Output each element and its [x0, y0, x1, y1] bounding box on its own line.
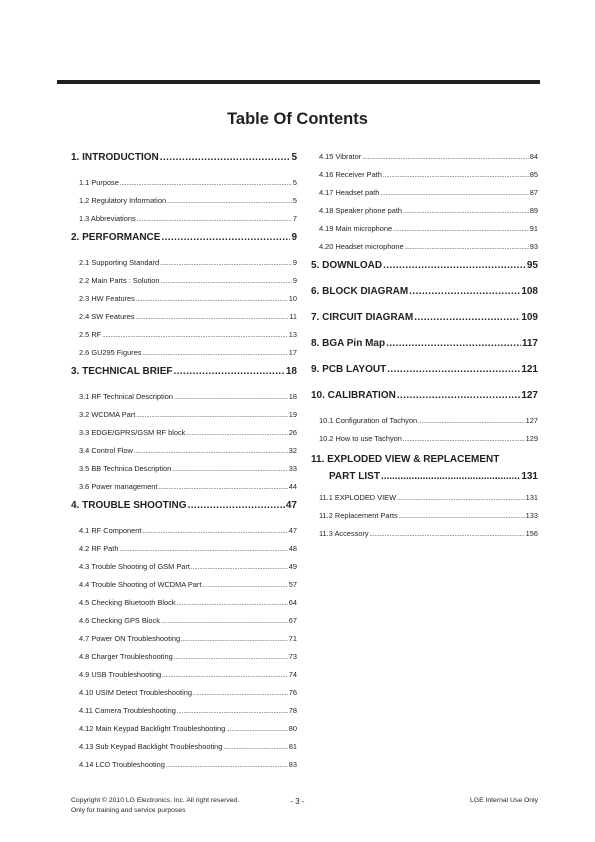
toc-leader-dots: [370, 529, 525, 536]
toc-page-number: 83: [288, 760, 297, 769]
toc-subsection-entry[interactable]: [71, 257, 297, 275]
toc-leader-dots: [193, 688, 288, 695]
toc-page-number: 84: [529, 152, 538, 161]
toc-page-number: 131: [525, 493, 538, 502]
toc-subsection-entry[interactable]: [71, 759, 297, 777]
toc-right-column: [311, 151, 538, 546]
toc-page-number: 5: [291, 152, 297, 163]
toc-subsection-entry[interactable]: [311, 151, 538, 169]
toc-entry-label: 4.5 Checking Bluetooth Block: [79, 598, 176, 607]
page-title: Table Of Contents: [227, 110, 368, 128]
toc-subsection-entry[interactable]: [71, 687, 297, 705]
toc-section-entry[interactable]: [311, 259, 538, 285]
toc-leader-dots: [137, 214, 292, 221]
toc-entry-label: 2.4 SW Features: [79, 312, 135, 321]
toc-leader-dots: [381, 468, 520, 479]
toc-entry-label: 11.1 EXPLODED VIEW: [319, 493, 397, 502]
toc-subsection-entry[interactable]: [71, 293, 297, 311]
toc-subsection-entry[interactable]: [71, 445, 297, 463]
toc-subsection-entry[interactable]: [71, 347, 297, 365]
toc-subsection-entry[interactable]: [311, 510, 538, 528]
toc-subsection-entry[interactable]: [71, 275, 297, 293]
toc-page-number: 129: [525, 434, 538, 443]
toc-leader-dots: [177, 598, 288, 605]
toc-subsection-entry[interactable]: [71, 651, 297, 669]
toc-subsection-entry[interactable]: [311, 492, 538, 510]
toc-page-number: 64: [288, 598, 297, 607]
toc-leader-dots: [397, 493, 525, 500]
toc-entry-label: 4.13 Sub Keypad Backlight Troubleshooting: [79, 742, 223, 751]
toc-page-number: 81: [288, 742, 297, 751]
toc-entry-label: 3.5 BB Technica Description: [79, 464, 172, 473]
toc-subsection-entry[interactable]: [71, 525, 297, 543]
toc-section-entry[interactable]: [311, 363, 538, 389]
toc-entry-label: 3.2 WCDMA Part: [79, 410, 136, 419]
toc-subsection-entry[interactable]: [311, 528, 538, 546]
toc-leader-dots: [142, 348, 287, 355]
toc-entry-label: 4.19 Main microphone: [319, 224, 393, 233]
toc-leader-dots: [181, 634, 288, 641]
toc-leader-dots: [380, 188, 528, 195]
toc-page-number: 10: [288, 294, 297, 303]
toc-leader-dots: [158, 482, 287, 489]
toc-leader-dots: [403, 434, 525, 441]
toc-subsection-entry[interactable]: [311, 415, 538, 433]
toc-leader-dots: [160, 258, 292, 265]
toc-subsection-entry[interactable]: [311, 187, 538, 205]
toc-subsection-entry[interactable]: [71, 409, 297, 427]
toc-leader-dots: [166, 760, 288, 767]
toc-entry-label: 2.1 Supporting Standard: [79, 258, 160, 267]
toc-left-column: [71, 151, 297, 777]
toc-page-number: 133: [525, 511, 538, 520]
top-rule: [57, 80, 540, 84]
toc-page-number: 80: [288, 724, 297, 733]
toc-entry-label: 4.18 Speaker phone path: [319, 206, 403, 215]
toc-entry-label: 4.17 Headset path: [319, 188, 380, 197]
toc-leader-dots: [161, 231, 290, 242]
toc-leader-dots: [135, 312, 288, 319]
toc-entry-label: 4. TROUBLE SHOOTING: [71, 500, 187, 511]
toc-page-number: 117: [521, 338, 538, 349]
toc-page-number: 156: [525, 529, 538, 538]
page-number: - 3 -: [290, 797, 305, 806]
toc-page-number: 33: [288, 464, 297, 473]
toc-page-number: 48: [288, 544, 297, 553]
toc-page-number: 44: [288, 482, 297, 491]
toc-entry-label: 4.1 RF Component: [79, 526, 142, 535]
toc-page-number: 7: [292, 214, 297, 223]
toc-leader-dots: [174, 365, 285, 376]
toc-leader-dots: [405, 242, 529, 249]
internal-use-label: LGE Internal Use Only: [470, 797, 538, 804]
toc-page-number: 67: [288, 616, 297, 625]
toc-leader-dots: [120, 178, 292, 185]
toc-page-number: 121: [521, 364, 538, 375]
training-text: Only for training and service purposes: [71, 807, 186, 814]
toc-section-label-cont: PART LIST: [329, 468, 380, 486]
toc-page-number: 73: [288, 652, 297, 661]
toc-entry-label: 1.3 Abbreviations: [79, 214, 136, 223]
toc-subsection-entry[interactable]: [311, 205, 538, 223]
toc-leader-dots: [161, 616, 288, 623]
toc-entry-label: 4.15 Vibrator: [319, 152, 362, 161]
toc-leader-dots: [223, 742, 287, 749]
toc-subsection-entry[interactable]: [71, 705, 297, 723]
toc-page-number: 18: [288, 392, 297, 401]
toc-entry-label: 2.3 HW Features: [79, 294, 135, 303]
toc-entry-label: 3.6 Power management: [79, 482, 158, 491]
toc-entry-label: 2.6 GU295 Figures: [79, 348, 142, 357]
toc-section-entry[interactable]: [311, 311, 538, 337]
toc-section-entry[interactable]: [71, 365, 297, 391]
toc-section-entry[interactable]: [311, 389, 538, 415]
toc-leader-dots: [167, 196, 292, 203]
toc-entry-label: 4.11 Camera Troubleshooting: [79, 706, 176, 715]
toc-section-label: 11. EXPLODED VIEW & REPLACEMENT: [311, 454, 500, 465]
toc-subsection-entry[interactable]: [311, 241, 538, 259]
toc-section-entry[interactable]: [311, 451, 538, 492]
toc-leader-dots: [191, 562, 288, 569]
toc-subsection-entry[interactable]: [71, 329, 297, 347]
toc-leader-dots: [362, 152, 529, 159]
toc-entry-label: 3.4 Control Flow: [79, 446, 133, 455]
toc-page-number: 9: [292, 276, 297, 285]
toc-entry-label: 4.12 Main Keypad Backlight Troubleshooting: [79, 724, 226, 733]
toc-leader-dots: [160, 151, 291, 162]
toc-subsection-entry[interactable]: [311, 223, 538, 241]
toc-entry-label: 4.14 LCD Troubleshooting: [79, 760, 165, 769]
toc-page-number: 78: [288, 706, 297, 715]
toc-leader-dots: [188, 499, 285, 510]
toc-entry-label: 4.4 Trouble Shooting of WCDMA Part: [79, 580, 202, 589]
toc-entry-label: 3. TECHNICAL BRIEF: [71, 366, 173, 377]
toc-entry-label: 10.2 How to use Tachyon: [319, 434, 402, 443]
toc-leader-dots: [387, 363, 520, 374]
toc-section-entry[interactable]: [71, 499, 297, 525]
toc-entry-label: 2. PERFORMANCE: [71, 232, 161, 243]
toc-leader-dots: [162, 670, 288, 677]
toc-page-number: 17: [288, 348, 297, 357]
toc-entry-label: 4.9 USB Troubleshooting: [79, 670, 162, 679]
toc-entry-label: 4.2 RF Path: [79, 544, 119, 553]
toc-page-number: 91: [529, 224, 538, 233]
toc-entry-label: 1. INTRODUCTION: [71, 152, 159, 163]
toc-leader-dots: [174, 392, 288, 399]
toc-leader-dots: [403, 206, 529, 213]
toc-subsection-entry[interactable]: [71, 463, 297, 481]
toc-leader-dots: [397, 389, 520, 400]
toc-entry-label: 8. BGA Pin Map: [311, 338, 386, 349]
toc-entry-label: 11.3 Accessory: [319, 529, 369, 538]
toc-section-entry[interactable]: [71, 231, 297, 257]
toc-page-number: 32: [288, 446, 297, 455]
toc-entry-label: 11.2 Replacement Parts: [319, 511, 398, 520]
toc-leader-dots: [136, 294, 288, 301]
toc-entry-label: 4.7 Power ON Troubleshooting: [79, 634, 181, 643]
toc-page-number: 95: [526, 260, 538, 271]
toc-entry-label: 2.5 RF: [79, 330, 102, 339]
toc-page-number: 131: [521, 468, 538, 486]
toc-page-number: 47: [285, 500, 297, 511]
toc-entry-label: 6. BLOCK DIAGRAM: [311, 286, 409, 297]
toc-subsection-entry[interactable]: [71, 597, 297, 615]
toc-subsection-entry[interactable]: [71, 195, 297, 213]
toc-entry-label: 3.1 RF Technical Description: [79, 392, 173, 401]
toc-subsection-entry[interactable]: [311, 169, 538, 187]
toc-entry-label: 1.1 Purpose: [79, 178, 119, 187]
toc-page-number: 5: [292, 196, 297, 205]
toc-entry-label: 4.3 Trouble Shooting of GSM Part: [79, 562, 190, 571]
toc-page-number: 71: [288, 634, 297, 643]
toc-subsection-entry[interactable]: [71, 391, 297, 409]
toc-page-number: 11: [289, 312, 297, 321]
toc-subsection-entry[interactable]: [311, 433, 538, 451]
toc-page-number: 13: [288, 330, 297, 339]
toc-leader-dots: [174, 652, 288, 659]
toc-page-number: 9: [291, 232, 297, 243]
toc-page-number: 127: [525, 416, 538, 425]
toc-entry-label: 1.2 Regulatory Information: [79, 196, 167, 205]
toc-subsection-entry[interactable]: [71, 579, 297, 597]
toc-leader-dots: [136, 410, 288, 417]
toc-leader-dots: [102, 330, 288, 337]
toc-page-number: 85: [529, 170, 538, 179]
toc-entry-label: 4.8 Charger Troubleshooting: [79, 652, 173, 661]
toc-page-number: 47: [288, 526, 297, 535]
toc-leader-dots: [119, 544, 287, 551]
toc-section-entry[interactable]: [311, 337, 538, 363]
toc-subsection-entry[interactable]: [71, 741, 297, 759]
toc-entry-label: 2.2 Main Parts : Solution: [79, 276, 160, 285]
toc-page-number: 19: [288, 410, 297, 419]
toc-page-number: 9: [292, 258, 297, 267]
toc-subsection-entry[interactable]: [71, 633, 297, 651]
toc-leader-dots: [134, 446, 288, 453]
toc-section-entry[interactable]: [71, 151, 297, 177]
toc-leader-dots: [399, 511, 525, 518]
toc-entry-label: 4.6 Checking GPS Block: [79, 616, 160, 625]
toc-page-number: 109: [521, 312, 538, 323]
toc-section-entry[interactable]: [311, 285, 538, 311]
toc-subsection-entry[interactable]: [71, 481, 297, 499]
toc-subsection-entry[interactable]: [71, 177, 297, 195]
toc-leader-dots: [177, 706, 288, 713]
toc-leader-dots: [393, 224, 529, 231]
toc-page-number: 127: [521, 390, 538, 401]
toc-subsection-entry[interactable]: [71, 427, 297, 445]
toc-leader-dots: [386, 337, 521, 348]
toc-page-number: 5: [292, 178, 297, 187]
toc-page-number: 87: [529, 188, 538, 197]
toc-subsection-entry[interactable]: [71, 561, 297, 579]
toc-entry-label: 10. CALIBRATION: [311, 390, 396, 401]
toc-page-number: 18: [285, 366, 297, 377]
toc-leader-dots: [186, 428, 287, 435]
toc-leader-dots: [226, 724, 288, 731]
toc-page-number: 57: [288, 580, 297, 589]
toc-leader-dots: [383, 170, 529, 177]
toc-page-number: 89: [529, 206, 538, 215]
toc-entry-label: 3.3 EDGE/GPRS/GSM RF block: [79, 428, 186, 437]
toc-leader-dots: [172, 464, 287, 471]
toc-subsection-entry[interactable]: [71, 311, 297, 329]
toc-page-number: 108: [521, 286, 538, 297]
toc-subsection-entry[interactable]: [71, 213, 297, 231]
toc-leader-dots: [161, 276, 292, 283]
toc-subsection-entry[interactable]: [71, 615, 297, 633]
toc-leader-dots: [383, 259, 526, 270]
toc-page-number: 93: [529, 242, 538, 251]
toc-entry-label: 4.16 Receiver Path: [319, 170, 382, 179]
toc-entry-label: 10.1 Configuration of Tachyon: [319, 416, 418, 425]
toc-subsection-entry[interactable]: [71, 669, 297, 687]
toc-subsection-entry[interactable]: [71, 723, 297, 741]
toc-entry-label: 9. PCB LAYOUT: [311, 364, 387, 375]
toc-page-number: 74: [288, 670, 297, 679]
toc-entry-label: 5. DOWNLOAD: [311, 260, 383, 271]
toc-leader-dots: [414, 311, 520, 322]
toc-leader-dots: [202, 580, 287, 587]
toc-leader-dots: [418, 416, 525, 423]
toc-entry-label: 4.10 USIM Detect Troubleshooting: [79, 688, 192, 697]
toc-leader-dots: [142, 526, 287, 533]
toc-subsection-entry[interactable]: [71, 543, 297, 561]
toc-entry-label: 7. CIRCUIT DIAGRAM: [311, 312, 414, 323]
toc-page-number: 49: [288, 562, 297, 571]
toc-page-number: 76: [288, 688, 297, 697]
toc-entry-label: 4.20 Headset microphone: [319, 242, 404, 251]
toc-leader-dots: [409, 285, 520, 296]
copyright-text: Copyright © 2010 LG Electronics. Inc. All right reserved.: [71, 797, 240, 804]
toc-page-number: 26: [288, 428, 297, 437]
